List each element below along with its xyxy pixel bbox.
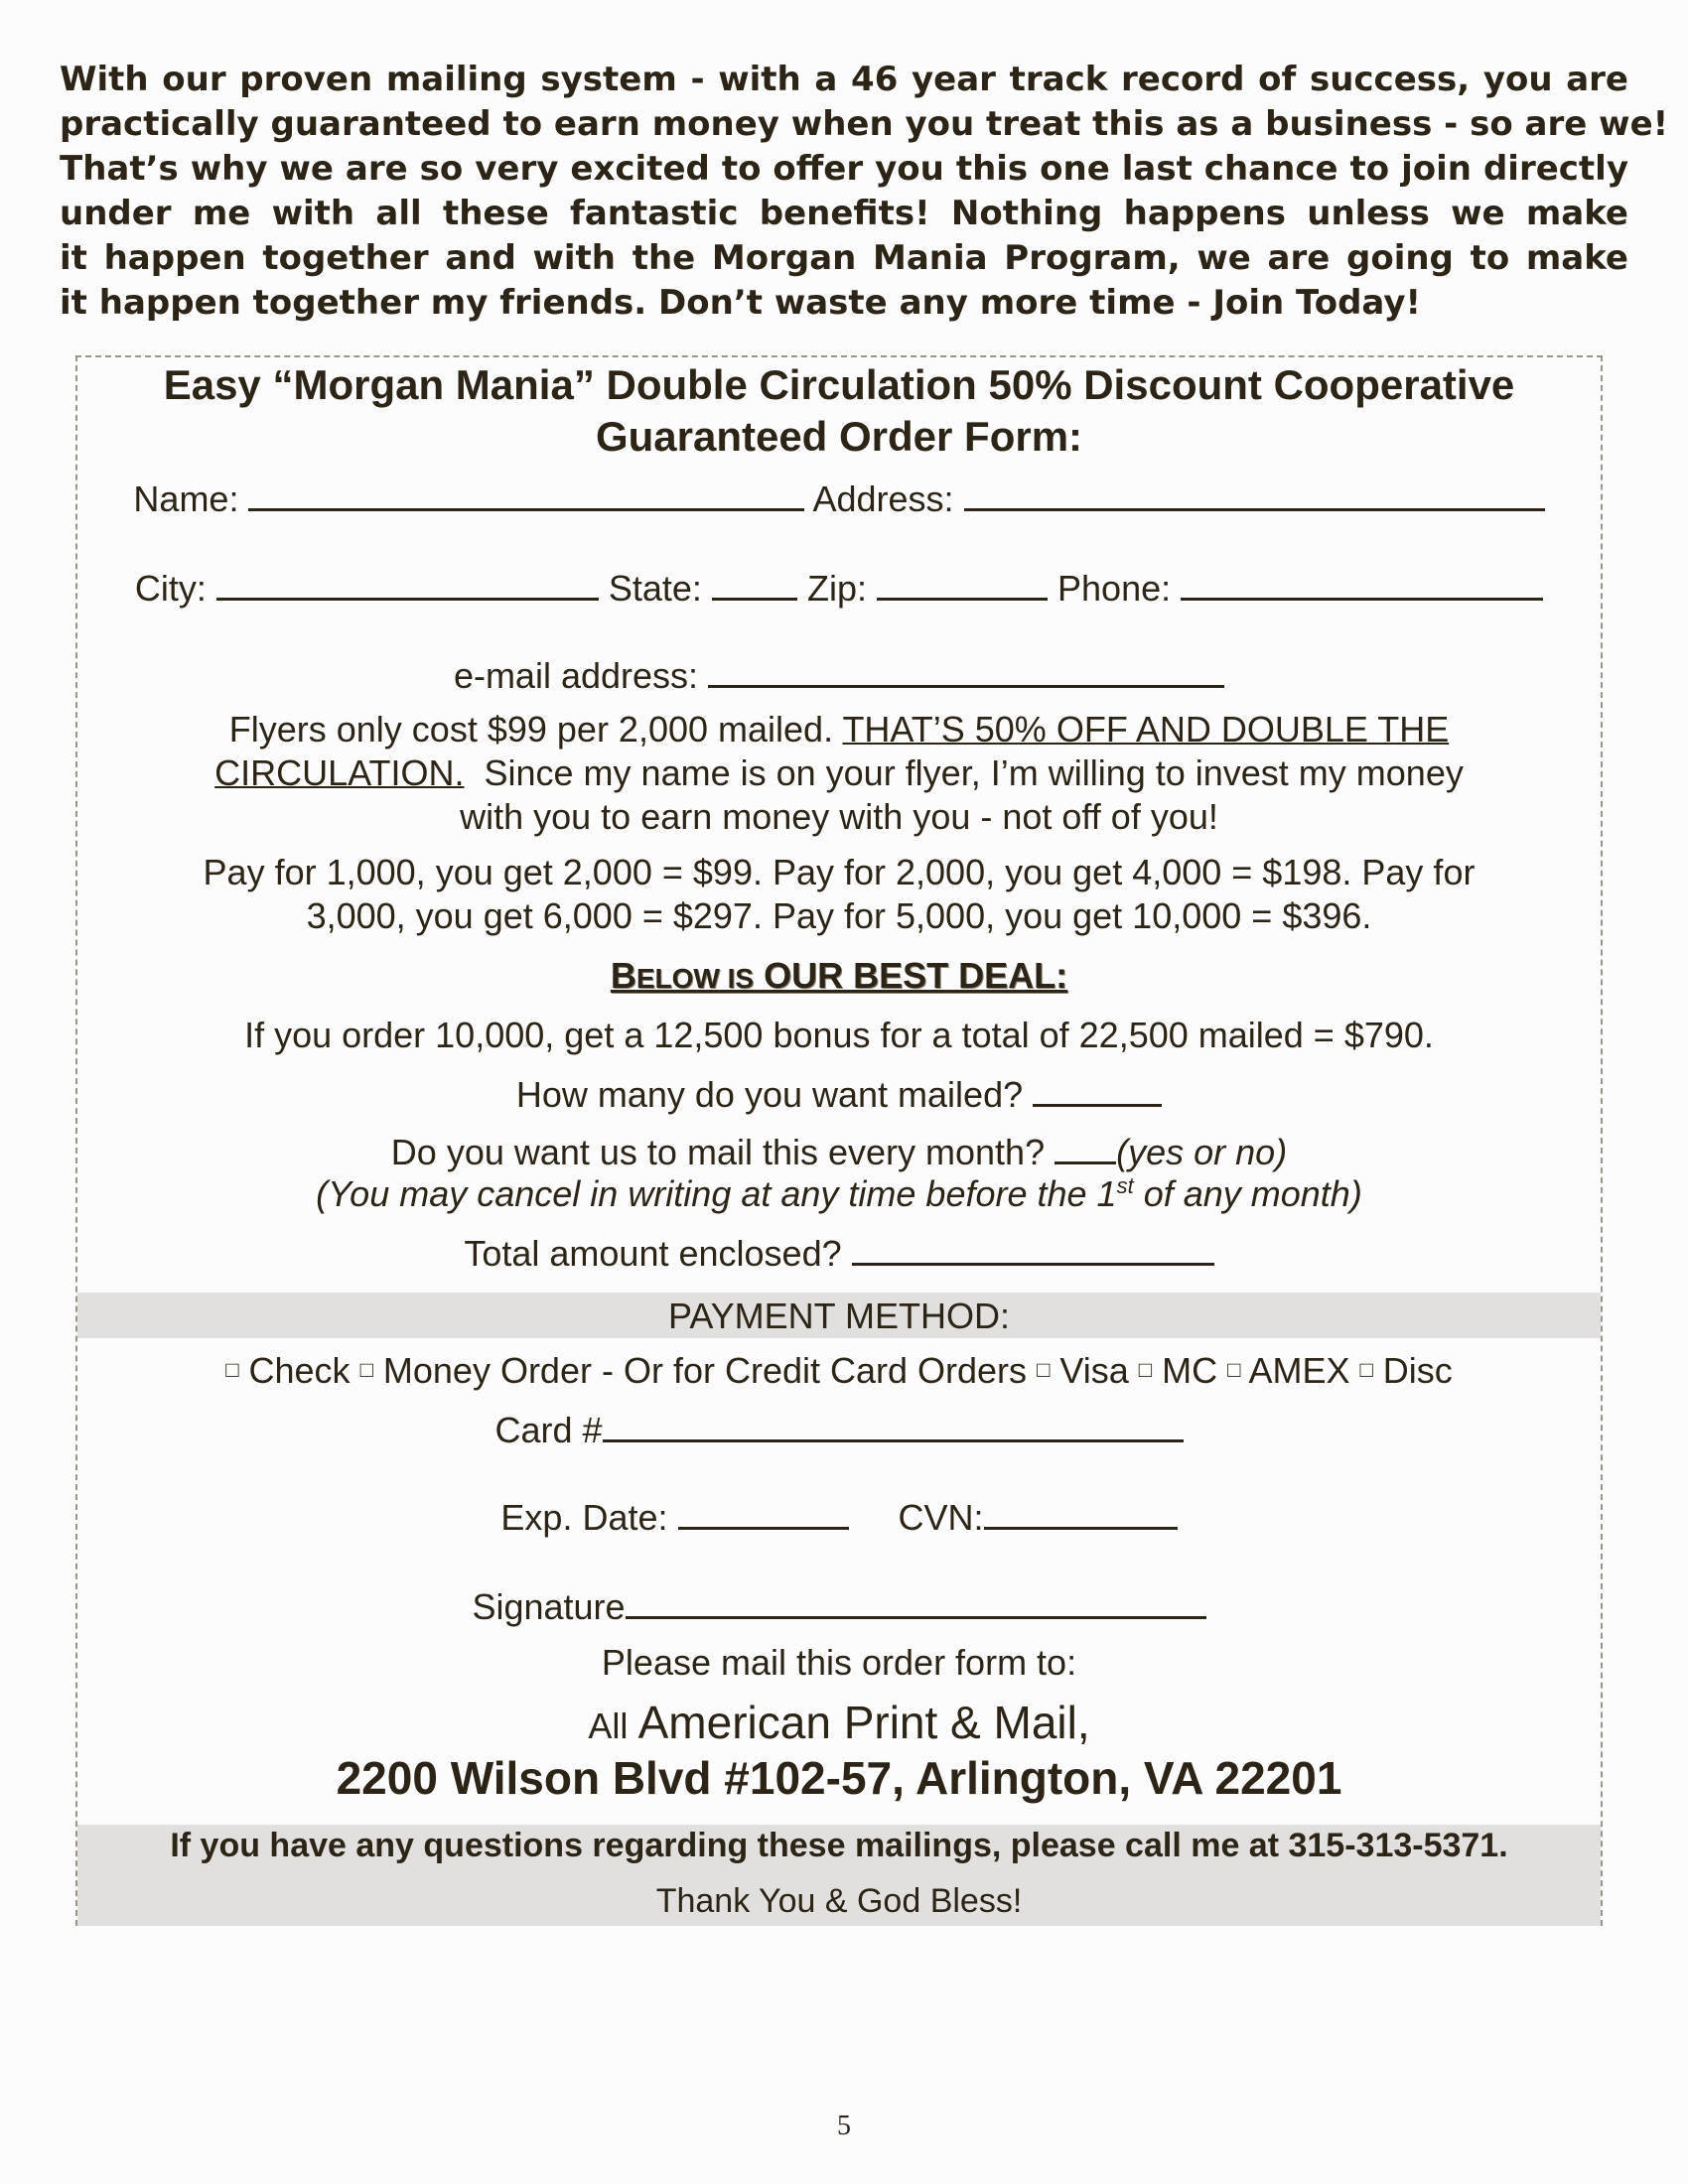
payment-options [77,1350,1601,1392]
mail-to-text: Please mail this order form to: [601,1642,1077,1683]
exp-date-field[interactable] [678,1495,849,1530]
company-name-row [77,1696,1601,1749]
cancel-note-text-2: of any month) [1133,1173,1362,1214]
best-deal-heading-text [611,955,1067,996]
zip-label: Zip: [806,568,867,609]
exp-label: Exp. Date: [500,1497,668,1538]
pricing-line2: 3,000, you get 6,000 = $297. Pay for 5,000, you get 10,000 = $396. [306,895,1372,936]
signature-field[interactable] [626,1584,1206,1619]
how-many-field[interactable] [1033,1072,1162,1107]
circulation-underlined-text: CIRCULATION. [214,752,465,793]
form-title-line2: Guaranteed Order Form: [595,413,1083,460]
monthly-label: Do you want us to mail this every month? [390,1132,1046,1172]
total-row [77,1231,1601,1275]
address-label: Address: [812,478,954,519]
amex-option-label: AMEX [1248,1350,1350,1391]
mc-option-label: MC [1162,1350,1218,1391]
card-label: Card # [494,1410,603,1450]
email-row [77,653,1601,697]
order-form [75,355,1603,1926]
flyers-text-2: Since my name is on your flyer, I’m willing to invest my money [464,752,1464,793]
card-row [77,1408,1601,1451]
flyers-line1 [77,709,1601,751]
state-field[interactable] [712,566,797,601]
flyers-line2 [77,752,1601,794]
best-deal-rest: OUR BEST DEAL: [754,955,1068,996]
monthly-hint: (yes or no) [1116,1132,1288,1172]
state-label: State: [608,568,702,609]
visa-option-label: Visa [1059,1350,1129,1391]
cancel-note [77,1173,1601,1215]
total-label: Total amount enclosed? [464,1233,842,1274]
signature-label: Signature [472,1586,626,1627]
company-all-text: All [588,1706,629,1746]
flyers-text: Flyers only cost $99 per 2,000 mailed. [228,709,843,750]
monthly-row [77,1130,1601,1173]
company-address: 2200 Wilson Blvd #102-57, Arlington, VA 22201 [336,1752,1342,1804]
cvn-label: CVN: [898,1497,984,1538]
how-many-row [77,1072,1601,1116]
check-option-label: Check [248,1350,351,1391]
name-field[interactable] [248,477,804,511]
disc-checkbox-icon[interactable]: □ [1359,1357,1373,1383]
flyers-line3: with you to earn money with you - not off of you! [460,796,1218,837]
visa-checkbox-icon[interactable]: □ [1037,1357,1051,1383]
intro-line: it happen together my friends. Don’t waste any more time - Join Today! [60,283,1421,323]
pricing-line1: Pay for 1,000, you get 2,000 = $99. Pay for 2,000, you get 4,000 = $198. Pay for [203,852,1476,892]
city-label: City: [134,568,207,609]
cancel-note-sup: st [1116,1173,1134,1198]
check-checkbox-icon[interactable]: □ [225,1357,239,1383]
best-deal-initial: B [610,955,636,996]
city-field[interactable] [216,566,599,601]
cvn-field[interactable] [984,1495,1178,1530]
page-number: 5 [837,2111,851,2141]
company-name: American Print & Mail, [637,1697,1090,1748]
address-field[interactable] [964,477,1545,511]
money-order-option-label: Money Order - Or for Credit Card Orders [382,1350,1028,1391]
intro-line: it happen together and with the Morgan Mania Program, we are going to make [60,238,1628,278]
name-address-row [77,477,1601,520]
intro-line: That’s why we are so very excited to offer you this one last chance to join directly [60,149,1628,189]
exp-cvn-row [77,1495,1601,1539]
intro-paragraph [60,58,1669,326]
mc-checkbox-icon[interactable]: □ [1138,1357,1153,1383]
amex-checkbox-icon[interactable]: □ [1227,1357,1241,1383]
thank-you-text: Thank You & God Bless! [655,1882,1023,1920]
money-order-checkbox-icon[interactable]: □ [359,1357,373,1383]
best-deal-heading [77,955,1601,997]
form-title-line1: Easy “Morgan Mania” Double Circulation 50% Discount Cooperative [163,361,1515,408]
email-label: e-mail address: [453,655,699,696]
best-deal-text: If you order 10,000, get a 12,500 bonus for a total of 22,500 mailed = $790. [244,1015,1434,1055]
zip-field[interactable] [877,566,1048,601]
signature-row [77,1584,1601,1628]
monthly-field[interactable] [1055,1130,1116,1164]
email-field[interactable] [708,653,1224,688]
card-number-field[interactable] [603,1408,1184,1442]
cancel-note-text: (You may cancel in writing at any time before the 1 [316,1173,1117,1214]
questions-text: If you have any questions regarding these mailings, please call me at 315-313-5371. [170,1827,1508,1864]
payment-heading: PAYMENT METHOD: [667,1296,1011,1336]
phone-label: Phone: [1057,568,1172,609]
intro-line: under me with all these fantastic benefits! Nothing happens unless we make [60,194,1628,233]
how-many-label: How many do you want mailed? [515,1074,1024,1115]
intro-line: practically guaranteed to earn money when you treat this as a business - so are we! [60,104,1669,144]
intro-line: With our proven mailing system - with a 46 year track record of success, you are [60,60,1628,99]
phone-field[interactable] [1181,566,1543,601]
best-deal-smallcaps: ELOW IS [635,963,755,994]
name-label: Name: [133,478,239,519]
flyers-underlined-text: THAT’S 50% OFF AND DOUBLE THE [842,709,1450,750]
city-state-row [77,566,1601,610]
disc-option-label: Disc [1382,1350,1453,1391]
total-field[interactable] [852,1231,1214,1266]
